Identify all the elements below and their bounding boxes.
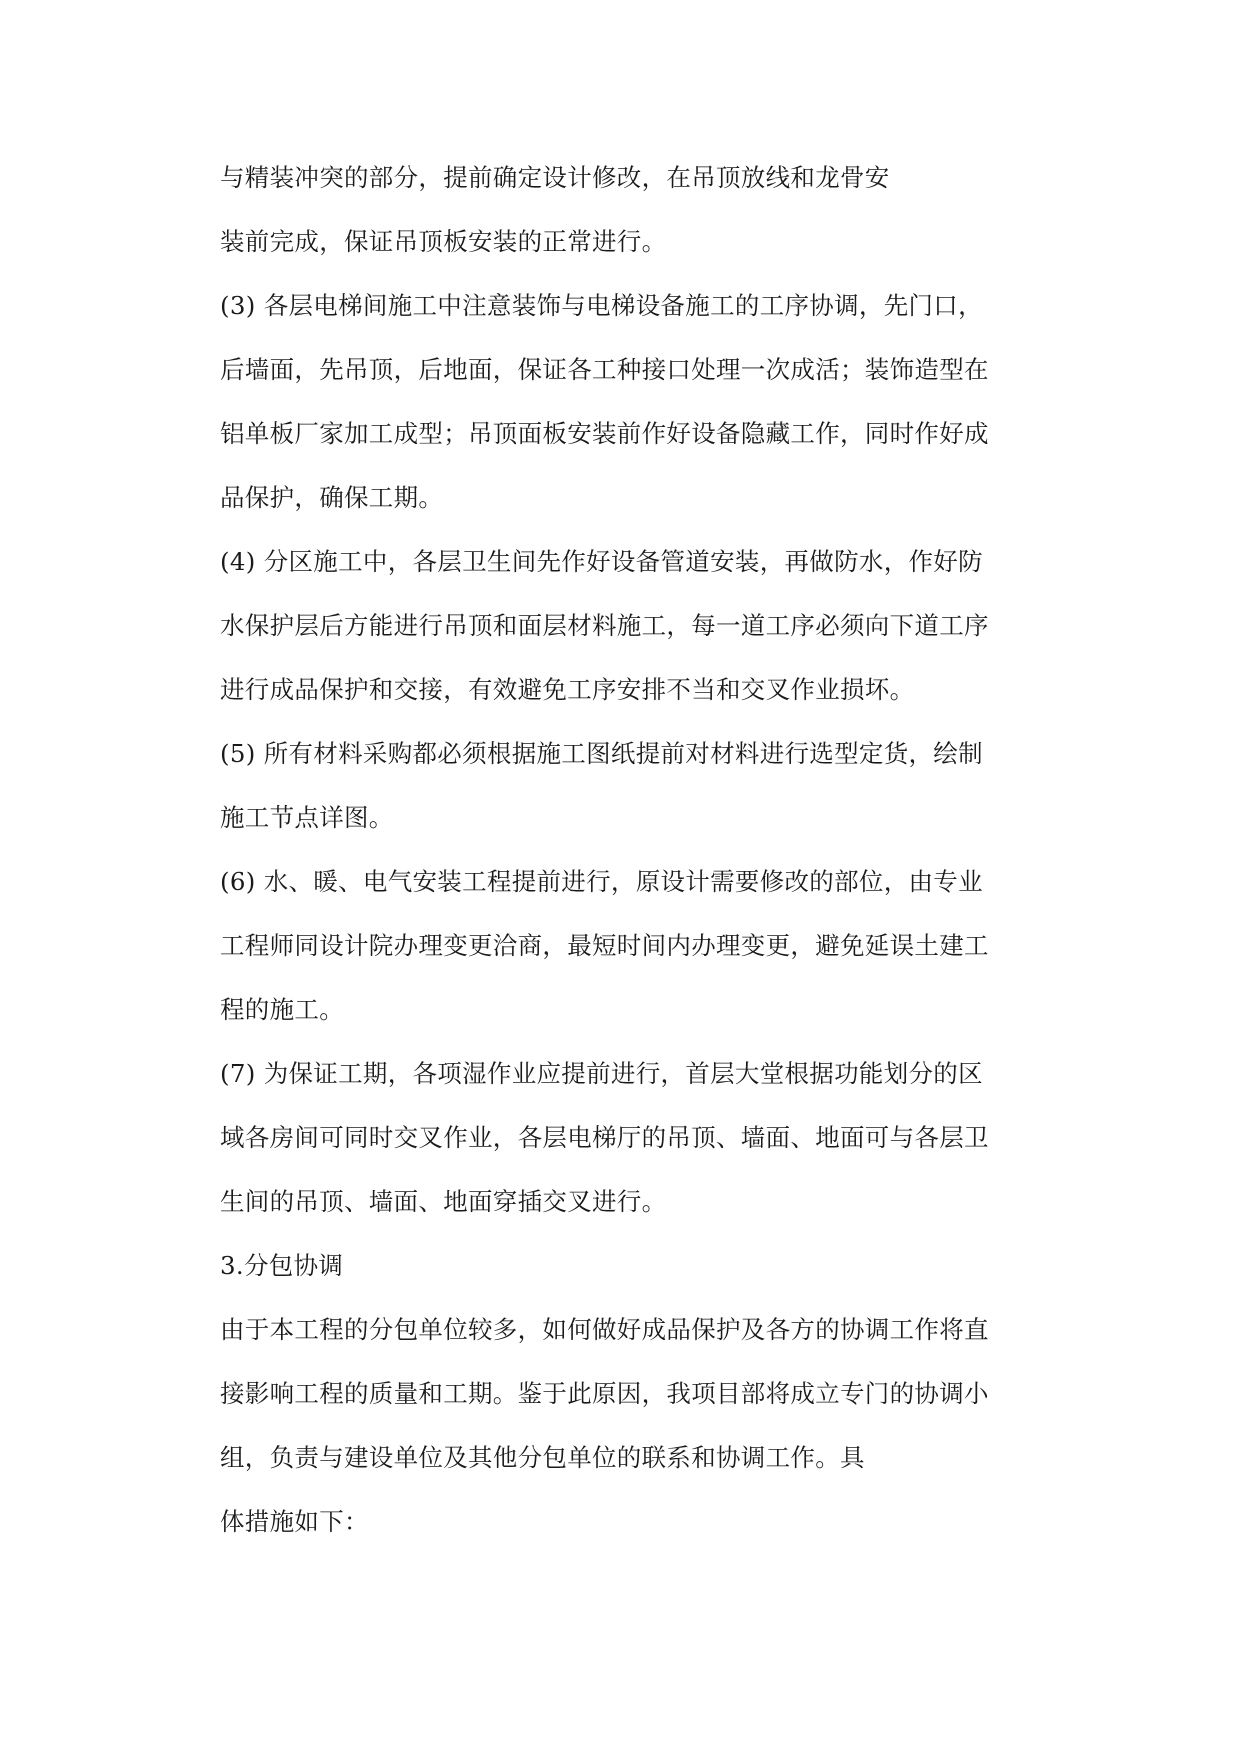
text-line-12: (6) 水、暖、电气安装工程提前进行，原设计需要修改的部位，由专业 [220, 867, 983, 896]
text-line-17: 生间的吊顶、墙面、地面穿插交叉进行。 [220, 1187, 667, 1216]
text-line-5: 铝单板厂家加工成型；吊顶面板安装前作好设备隐藏工作，同时作好成 [220, 419, 989, 448]
text-line-3: (3) 各层电梯间施工中注意装饰与电梯设备施工的工序协调，先门口， [220, 291, 983, 320]
text-line-9: 进行成品保护和交接，有效避免工序安排不当和交叉作业损坏。 [220, 675, 915, 704]
text-line-22: 体措施如下： [220, 1507, 369, 1536]
text-line-10: (5) 所有材料采购都必须根据施工图纸提前对材料进行选型定货，绘制 [220, 739, 983, 768]
text-line-1: 与精装冲突的部分，提前确定设计修改，在吊顶放线和龙骨安 [220, 163, 890, 192]
text-line-21: 组，负责与建设单位及其他分包单位的联系和协调工作。具 [220, 1443, 865, 1472]
text-line-19: 由于本工程的分包单位较多，如何做好成品保护及各方的协调工作将直 [220, 1315, 989, 1344]
text-line-15: (7) 为保证工期，各项湿作业应提前进行，首层大堂根据功能划分的区 [220, 1059, 983, 1088]
text-line-6: 品保护，确保工期。 [220, 483, 444, 512]
text-line-20: 接影响工程的质量和工期。鉴于此原因，我项目部将成立专门的协调小 [220, 1379, 989, 1408]
text-line-16: 域各房间可同时交叉作业，各层电梯厅的吊顶、墙面、地面可与各层卫 [220, 1123, 989, 1152]
text-line-11: 施工节点详图。 [220, 803, 394, 832]
text-line-7: (4) 分区施工中，各层卫生间先作好设备管道安装，再做防水，作好防 [220, 547, 983, 576]
text-line-2: 装前完成，保证吊顶板安装的正常进行。 [220, 227, 667, 256]
text-line-13: 工程师同设计院办理变更洽商，最短时间内办理变更，避免延误土建工 [220, 931, 989, 960]
text-line-14: 程的施工。 [220, 995, 344, 1024]
text-line-4: 后墙面，先吊顶，后地面，保证各工种接口处理一次成活；装饰造型在 [220, 355, 989, 384]
text-line-8: 水保护层后方能进行吊顶和面层材料施工，每一道工序必须向下道工序 [220, 611, 989, 640]
section-heading: 3.分包协调 [220, 1251, 344, 1280]
